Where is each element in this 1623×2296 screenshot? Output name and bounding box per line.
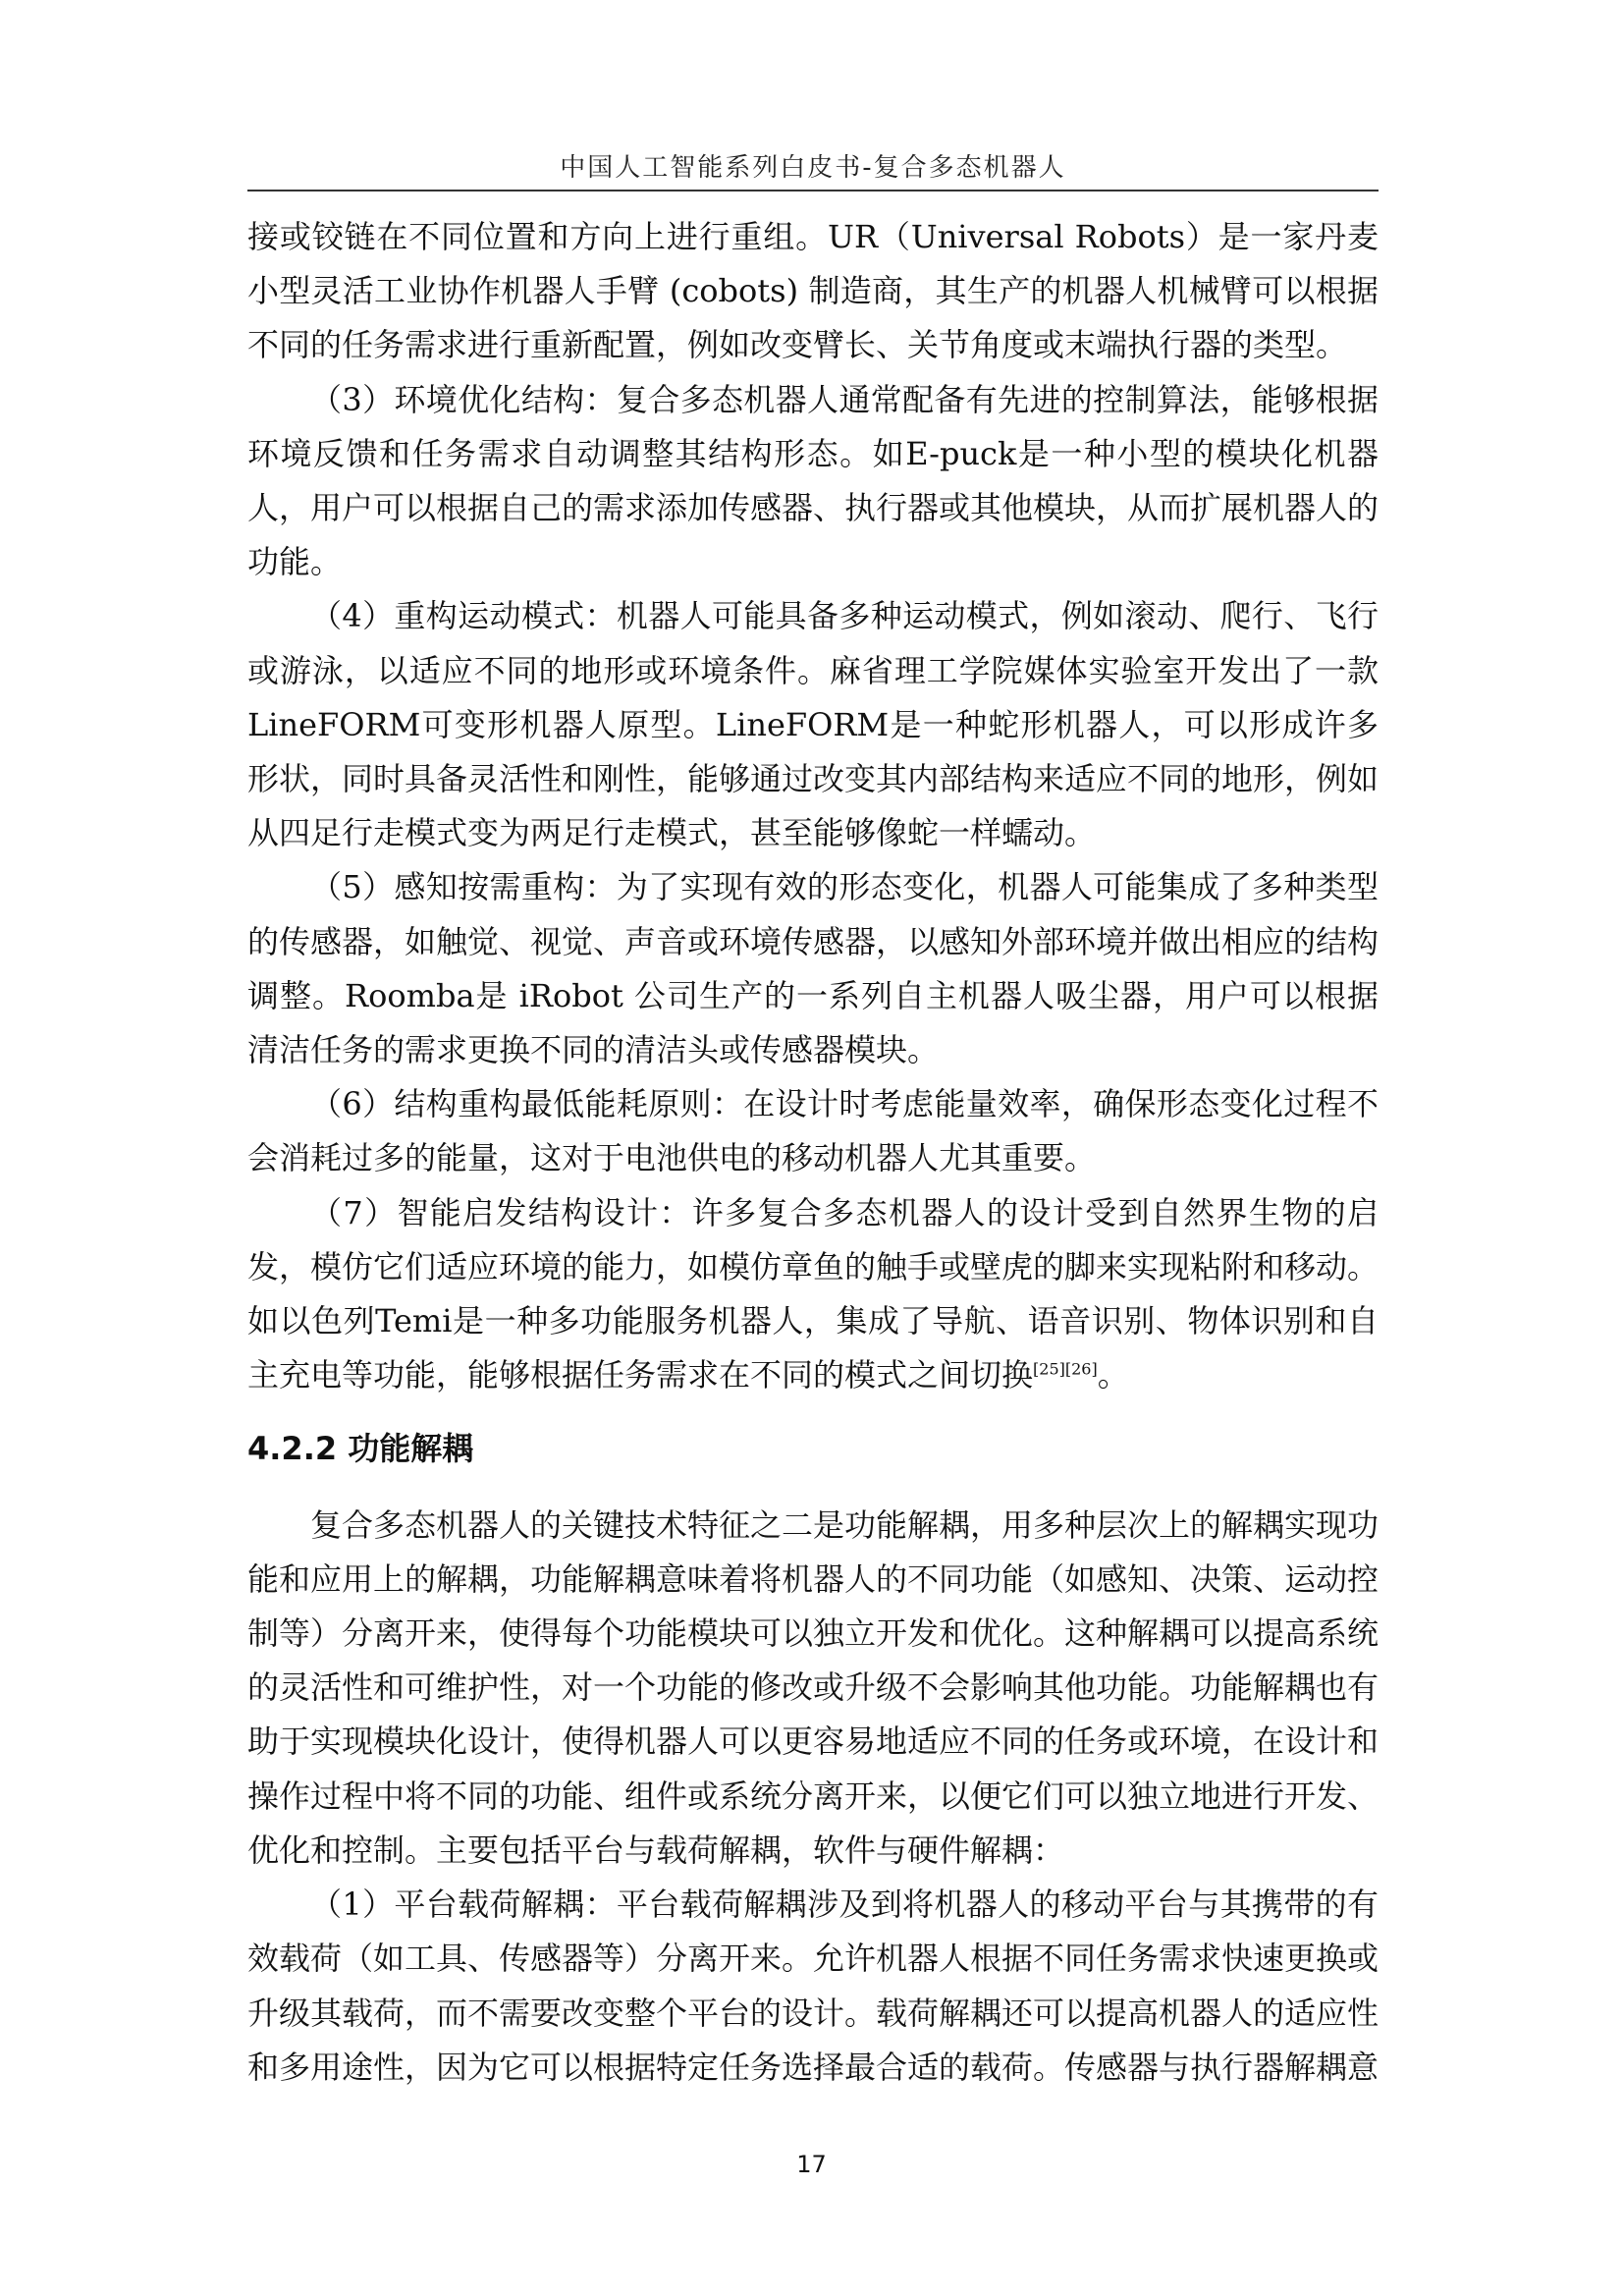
paragraph-on-demand-perception: （5）感知按需重构：为了实现有效的形态变化，机器人可能集成了多种类型的传感器，如触觉、视觉、声音或环境传感器，以感知外部环境并做出相应的结构调整。Roomba是 iRobot 公司生产的一系列自主机器人吸尘器，用户可以根据清洁任务的需求更换不同的清洁头或传感器模块。 bbox=[247, 868, 1380, 1069]
page-body bbox=[247, 210, 1379, 2095]
section-heading: 4.2.2 功能解耦 bbox=[247, 1430, 474, 1468]
citation-reference: [25][26] bbox=[1033, 1359, 1098, 1379]
header-rule bbox=[247, 190, 1379, 191]
paragraph-platform-payload-decoupling: （1）平台载荷解耦：平台载荷解耦涉及到将机器人的移动平台与其携带的有效载荷（如工具、传感器等）分离开来。允许机器人根据不同任务需求快速更换或升级其载荷，而不需要改变整个平台的设计。载荷解耦还可以提高机器人的适应性和多用途性，因为它可以根据特定任务选择最合适的载荷。传感器与执行器解耦意 bbox=[247, 1886, 1380, 2086]
paragraph-bio-inspired-design bbox=[247, 1186, 1379, 1403]
paragraph-reconfigurable-motion: （4）重构运动模式：机器人可能具备多种运动模式，例如滚动、爬行、飞行或游泳，以适应不同的地形或环境条件。麻省理工学院媒体实验室开发出了一款LineFORM可变形机器人原型。LineFORM是一种蛇形机器人，可以形成许多形状，同时具备灵活性和刚性，能够通过改变其内部结构来适应不同的地形，例如从四足行走模式变为两足行走模式，甚至能够像蛇一样蠕动。 bbox=[247, 597, 1380, 852]
page-number: 17 bbox=[796, 2151, 827, 2178]
paragraph-tail: 。 bbox=[1097, 1356, 1129, 1394]
paragraph-functional-decoupling: 复合多态机器人的关键技术特征之二是功能解耦，用多种层次上的解耦实现功能和应用上的解耦，功能解耦意味着将机器人的不同功能（如感知、决策、运动控制等）分离开来，使得每个功能模块可以独立开发和优化。这种解耦可以提高系统的灵活性和可维护性，对一个功能的修改或升级不会影响其他功能。功能解耦也有助于实现模块化设计，使得机器人可以更容易地适应不同的任务或环境，在设计和操作过程中将不同的功能、组件或系统分离开来，以便它们可以独立地进行开发、优化和控制。主要包括平台与载荷解耦，软件与硬件解耦： bbox=[247, 1505, 1380, 1869]
paragraph-continuation: 接或铰链在不同位置和方向上进行重组。UR（Universal Robots）是一家丹麦小型灵活工业协作机器人手臂 (cobots) 制造商，其生产的机器人机械臂可以根据不同的任务需求进行重新配置，例如改变臂长、关节角度或末端执行器的类型。 bbox=[247, 218, 1379, 364]
paragraph-text: （7）智能启发结构设计：许多复合多态机器人的设计受到自然界生物的启发，模仿它们适应环境的能力，如模仿章鱼的触手或壁虎的脚来实现粘附和移动。如以色列Temi是一种多功能服务机器人，集成了导航、语音识别、物体识别和自主充电等功能，能够根据任务需求在不同的模式之间切换 bbox=[247, 1193, 1380, 1394]
running-header: 中国人工智能系列白皮书-复合多态机器人 bbox=[560, 153, 1066, 183]
paragraph-environment-optimization: （3）环境优化结构：复合多态机器人通常配备有先进的控制算法，能够根据环境反馈和任务需求自动调整其结构形态。如E-puck是一种小型的模块化机器人，用户可以根据自己的需求添加传感器、执行器或其他模块，从而扩展机器人的功能。 bbox=[247, 380, 1380, 581]
paragraph-minimum-energy: （6）结构重构最低能耗原则：在设计时考虑能量效率，确保形态变化过程不会消耗过多的能量，这对于电池供电的移动机器人尤其重要。 bbox=[247, 1085, 1379, 1177]
